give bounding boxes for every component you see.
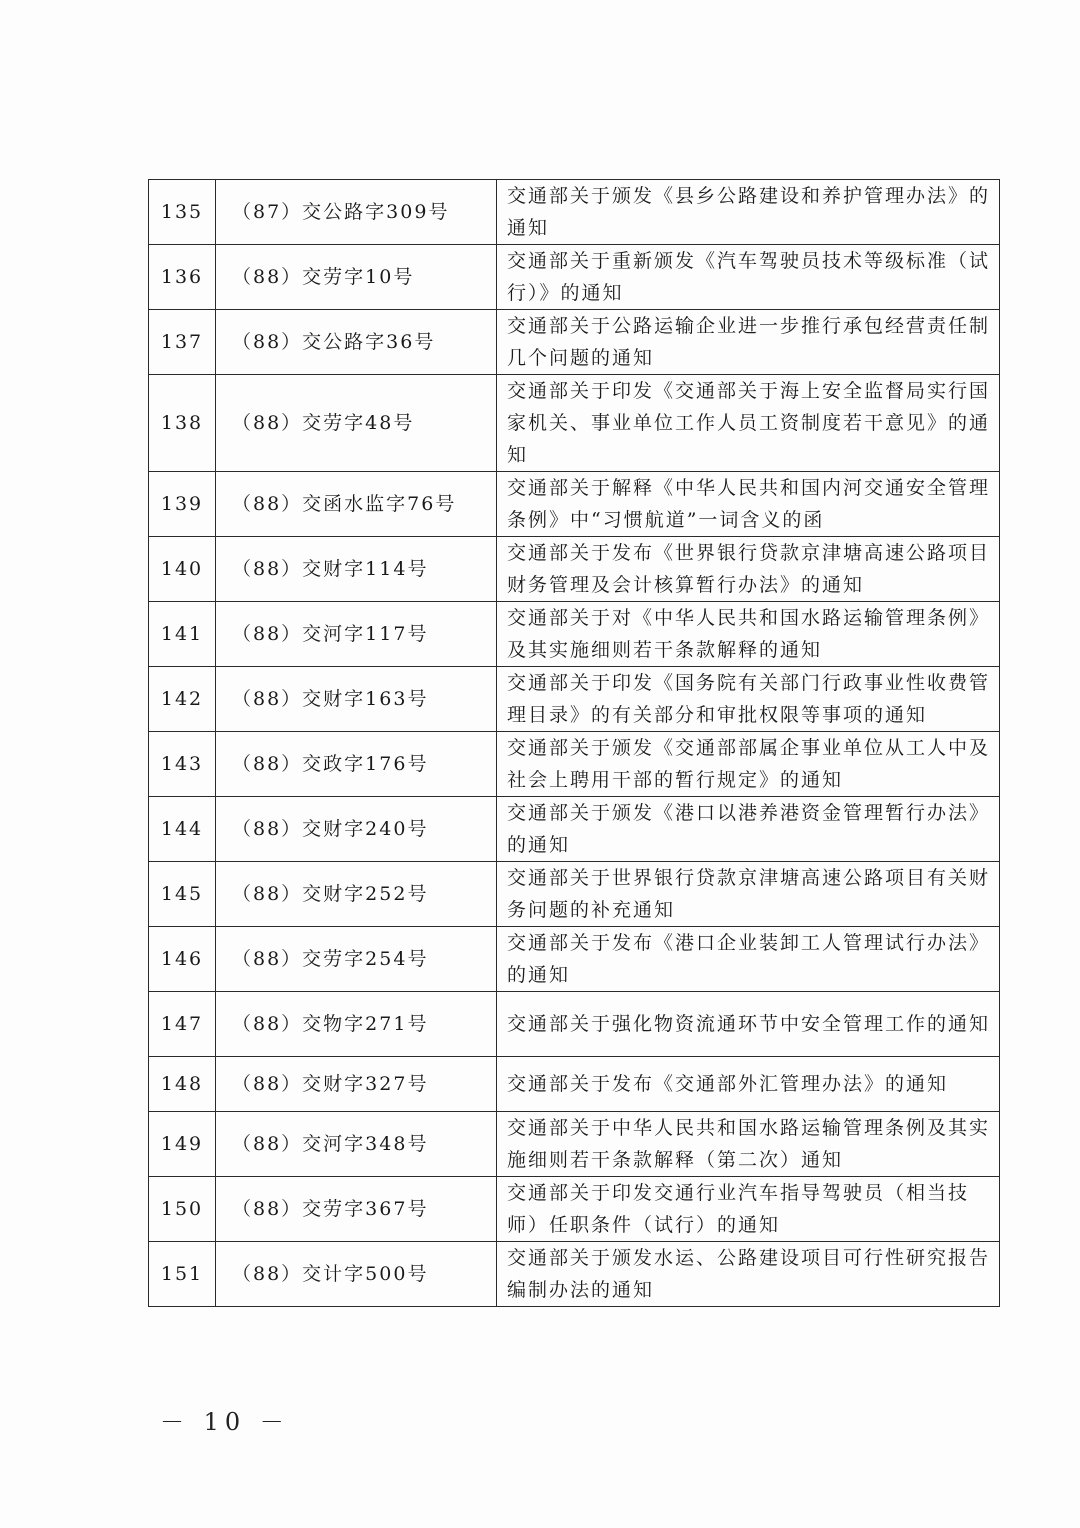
document-reference: （88）交劳字367号 — [216, 1177, 497, 1242]
table-row — [149, 992, 1000, 1057]
page-number: － 10 － — [160, 1408, 290, 1436]
table-row — [149, 245, 1000, 310]
table-row — [149, 927, 1000, 992]
document-reference: （88）交公路字36号 — [216, 310, 497, 375]
row-number: 151 — [149, 1242, 216, 1307]
document-title: 交通部关于发布《交通部外汇管理办法》的通知 — [497, 1057, 1000, 1112]
table-row — [149, 1112, 1000, 1177]
document-reference: （88）交政字176号 — [216, 732, 497, 797]
row-number: 150 — [149, 1177, 216, 1242]
document-title: 交通部关于颁发水运、公路建设项目可行性研究报告编制办法的通知 — [497, 1242, 1000, 1307]
document-reference: （88）交函水监字76号 — [216, 472, 497, 537]
document-title: 交通部关于颁发《县乡公路建设和养护管理办法》的通知 — [497, 180, 1000, 245]
row-number: 143 — [149, 732, 216, 797]
document-title: 交通部关于印发《交通部关于海上安全监督局实行国家机关、事业单位工作人员工资制度若干意见》的通知 — [497, 375, 1000, 472]
document-reference: （88）交计字500号 — [216, 1242, 497, 1307]
document-title: 交通部关于世界银行贷款京津塘高速公路项目有关财务问题的补充通知 — [497, 862, 1000, 927]
row-number: 140 — [149, 537, 216, 602]
document-reference: （88）交河字117号 — [216, 602, 497, 667]
document-title: 交通部关于发布《世界银行贷款京津塘高速公路项目财务管理及会计核算暂行办法》的通知 — [497, 537, 1000, 602]
table-row — [149, 537, 1000, 602]
table-row — [149, 180, 1000, 245]
document-reference: （88）交财字327号 — [216, 1057, 497, 1112]
document-title: 交通部关于颁发《交通部部属企事业单位从工人中及社会上聘用干部的暂行规定》的通知 — [497, 732, 1000, 797]
document-title: 交通部关于发布《港口企业装卸工人管理试行办法》的通知 — [497, 927, 1000, 992]
table-row — [149, 602, 1000, 667]
row-number: 144 — [149, 797, 216, 862]
document-title: 交通部关于解释《中华人民共和国内河交通安全管理条例》中“习惯航道”一词含义的函 — [497, 472, 1000, 537]
document-title: 交通部关于中华人民共和国水路运输管理条例及其实施细则若干条款解释（第二次）通知 — [497, 1112, 1000, 1177]
document-reference: （88）交财字252号 — [216, 862, 497, 927]
row-number: 137 — [149, 310, 216, 375]
row-number: 139 — [149, 472, 216, 537]
document-title: 交通部关于公路运输企业进一步推行承包经营责任制几个问题的通知 — [497, 310, 1000, 375]
table-row — [149, 667, 1000, 732]
document-reference: （88）交河字348号 — [216, 1112, 497, 1177]
document-title: 交通部关于印发交通行业汽车指导驾驶员（相当技师）任职条件（试行）的通知 — [497, 1177, 1000, 1242]
document-reference: （88）交财字163号 — [216, 667, 497, 732]
row-number: 142 — [149, 667, 216, 732]
table-row — [149, 1242, 1000, 1307]
document-title: 交通部关于对《中华人民共和国水路运输管理条例》及其实施细则若干条款解释的通知 — [497, 602, 1000, 667]
regulations-table — [148, 179, 1000, 1307]
row-number: 141 — [149, 602, 216, 667]
row-number: 149 — [149, 1112, 216, 1177]
row-number: 146 — [149, 927, 216, 992]
table-row — [149, 732, 1000, 797]
table-row — [149, 862, 1000, 927]
row-number: 135 — [149, 180, 216, 245]
document-reference: （88）交劳字48号 — [216, 375, 497, 472]
row-number: 147 — [149, 992, 216, 1057]
table-row — [149, 310, 1000, 375]
document-reference: （88）交财字114号 — [216, 537, 497, 602]
document-title: 交通部关于印发《国务院有关部门行政事业性收费管理目录》的有关部分和审批权限等事项的通知 — [497, 667, 1000, 732]
table-row — [149, 1177, 1000, 1242]
document-reference: （88）交财字240号 — [216, 797, 497, 862]
table-row — [149, 1057, 1000, 1112]
table-row — [149, 472, 1000, 537]
document-title: 交通部关于颁发《港口以港养港资金管理暂行办法》的通知 — [497, 797, 1000, 862]
row-number: 148 — [149, 1057, 216, 1112]
row-number: 145 — [149, 862, 216, 927]
row-number: 138 — [149, 375, 216, 472]
document-reference: （88）交劳字10号 — [216, 245, 497, 310]
row-number: 136 — [149, 245, 216, 310]
document-title: 交通部关于强化物资流通环节中安全管理工作的通知 — [497, 992, 1000, 1057]
document-reference: （88）交劳字254号 — [216, 927, 497, 992]
document-reference: （88）交物字271号 — [216, 992, 497, 1057]
document-title: 交通部关于重新颁发《汽车驾驶员技术等级标准（试行）》的通知 — [497, 245, 1000, 310]
document-reference: （87）交公路字309号 — [216, 180, 497, 245]
table-row — [149, 797, 1000, 862]
table-row — [149, 375, 1000, 472]
